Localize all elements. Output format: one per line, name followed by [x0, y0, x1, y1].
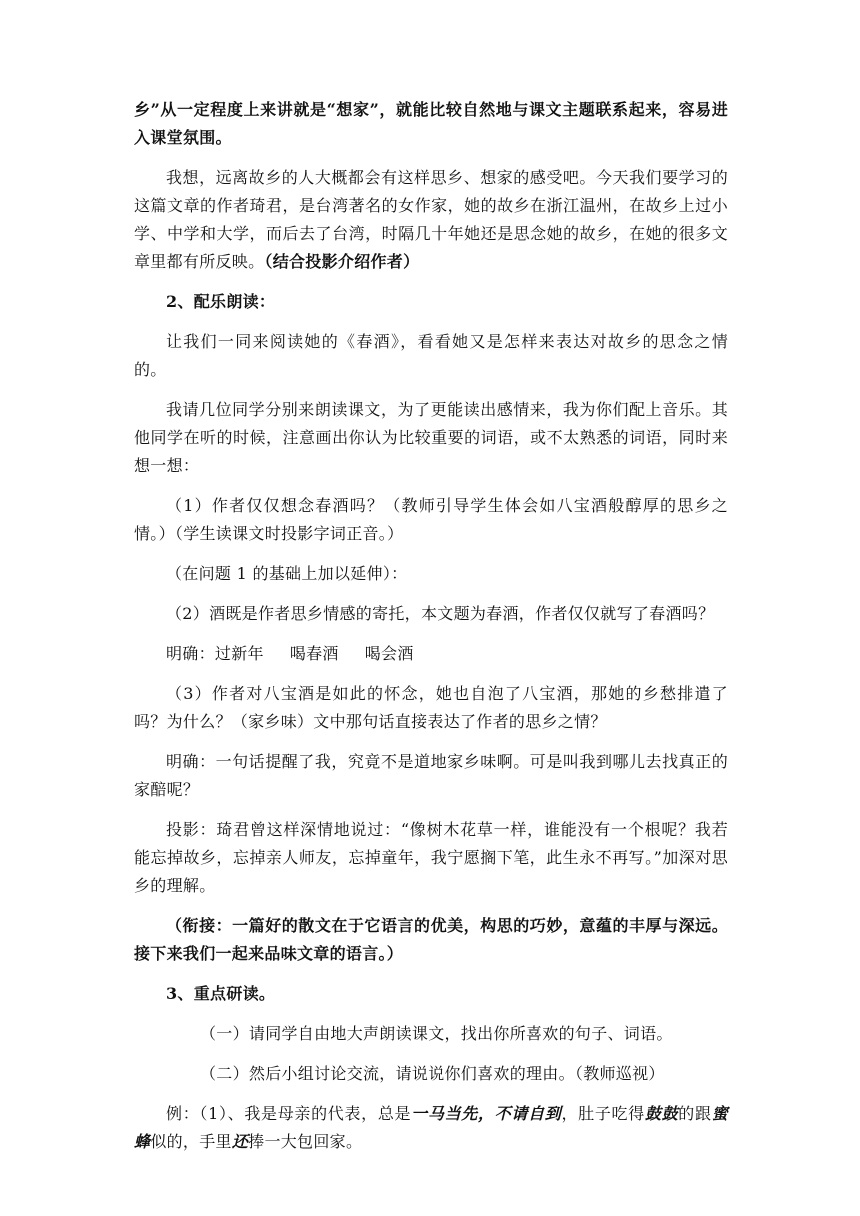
example-text-1: 例：（1）、我是母亲的代表，总是 [166, 1104, 412, 1123]
question-1-extension: （在问题 1 的基础上加以延伸）： [166, 564, 408, 583]
example-highlight-1: 一马当先，不请自到 [411, 1104, 562, 1123]
author-intro-note: （结合投影介绍作者） [264, 252, 420, 271]
transition-note: （衔接：一篇好的散文在于它语言的优美，构思的巧妙，意蕴的丰厚与深远。接下来我们一起来品味文章的语言。） [134, 916, 728, 963]
example-sentence [134, 1100, 728, 1156]
question-1: （1）作者仅仅想念春酒吗？（教师引导学生体会如八宝酒般醇厚的思乡之情。）（学生读课文时投影字词正音。） [134, 496, 728, 543]
question-3: （3）作者对八宝酒是如此的怀念，她也自泡了八宝酒，那她的乡愁排遣了吗？为什么？（家乡味）文中那句话直接表达了作者的思乡之情？ [134, 684, 728, 731]
author-intro-text: 我想，远离故乡的人大概都会有这样思乡、想家的感受吧。今天我们要学习的这篇文章的作者琦君，是台湾著名的女作家，她的故乡在浙江温州，在故乡上过小学、中学和大学，而后去了台湾，时隔几十年她还是思念她的故乡，在她的很多文章里都有所反映。 [134, 168, 728, 271]
answer-2-item-3: 喝会酒 [364, 644, 414, 663]
section-heading-3: 3、重点研读。 [166, 984, 276, 1003]
paragraph-reading-invite: 让我们一同来阅读她的《春酒》，看看她又是怎样来表达对故乡的思念之情的。 [134, 332, 728, 379]
paragraph-author-intro [134, 164, 728, 276]
paragraph-reading-instructions: 我请几位同学分别来朗读课文，为了更能读出感情来，我为你们配上音乐。其他同学在听的时候，注意画出你认为比较重要的词语，或不太熟悉的词语，同时来想一想： [134, 400, 728, 475]
answer-3: 明确：一句话提醒了我，究竟不是道地家乡味啊。可是叫我到哪儿去找真正的家醅呢？ [134, 752, 728, 799]
answer-2-item-2: 喝春酒 [289, 644, 339, 663]
example-text-2: ，肚子吃得 [561, 1104, 645, 1123]
answer-2 [134, 640, 728, 668]
example-highlight-3: 蜜蜂 [134, 1104, 728, 1151]
section-heading-2: 2、配乐朗读： [166, 292, 276, 311]
example-text-3: 的跟 [678, 1104, 712, 1123]
example-highlight-4: 还 [231, 1132, 249, 1151]
example-highlight-2: 鼓鼓 [644, 1104, 679, 1123]
answer-2-item-1: 明确：过新年 [166, 644, 264, 663]
example-text-5: 捧一大包回家。 [248, 1132, 363, 1151]
question-2: （2）酒既是作者思乡情感的寄托，本文题为春酒，作者仅仅就写了春酒吗？ [166, 604, 715, 623]
paragraph-intro-continuation: 乡”从一定程度上来讲就是“想家”，就能比较自然地与课文主题联系起来，容易进入课堂氛围。 [134, 100, 728, 147]
study-step-2: （二）然后小组讨论交流，请说说你们喜欢的理由。（教师巡视） [200, 1064, 665, 1083]
study-step-1: （一）请同学自由地大声朗读课文，找出你所喜欢的句子、词语。 [200, 1024, 673, 1043]
projection-quote: 投影：琦君曾这样深情地说过：“像树木花草一样，谁能没有一个根呢？我若能忘掉故乡，忘掉亲人师友，忘掉童年，我宁愿搁下笔，此生永不再写。”加深对思乡的理解。 [134, 820, 728, 895]
document-body [134, 96, 728, 1168]
example-text-4: 似的，手里 [150, 1132, 232, 1151]
